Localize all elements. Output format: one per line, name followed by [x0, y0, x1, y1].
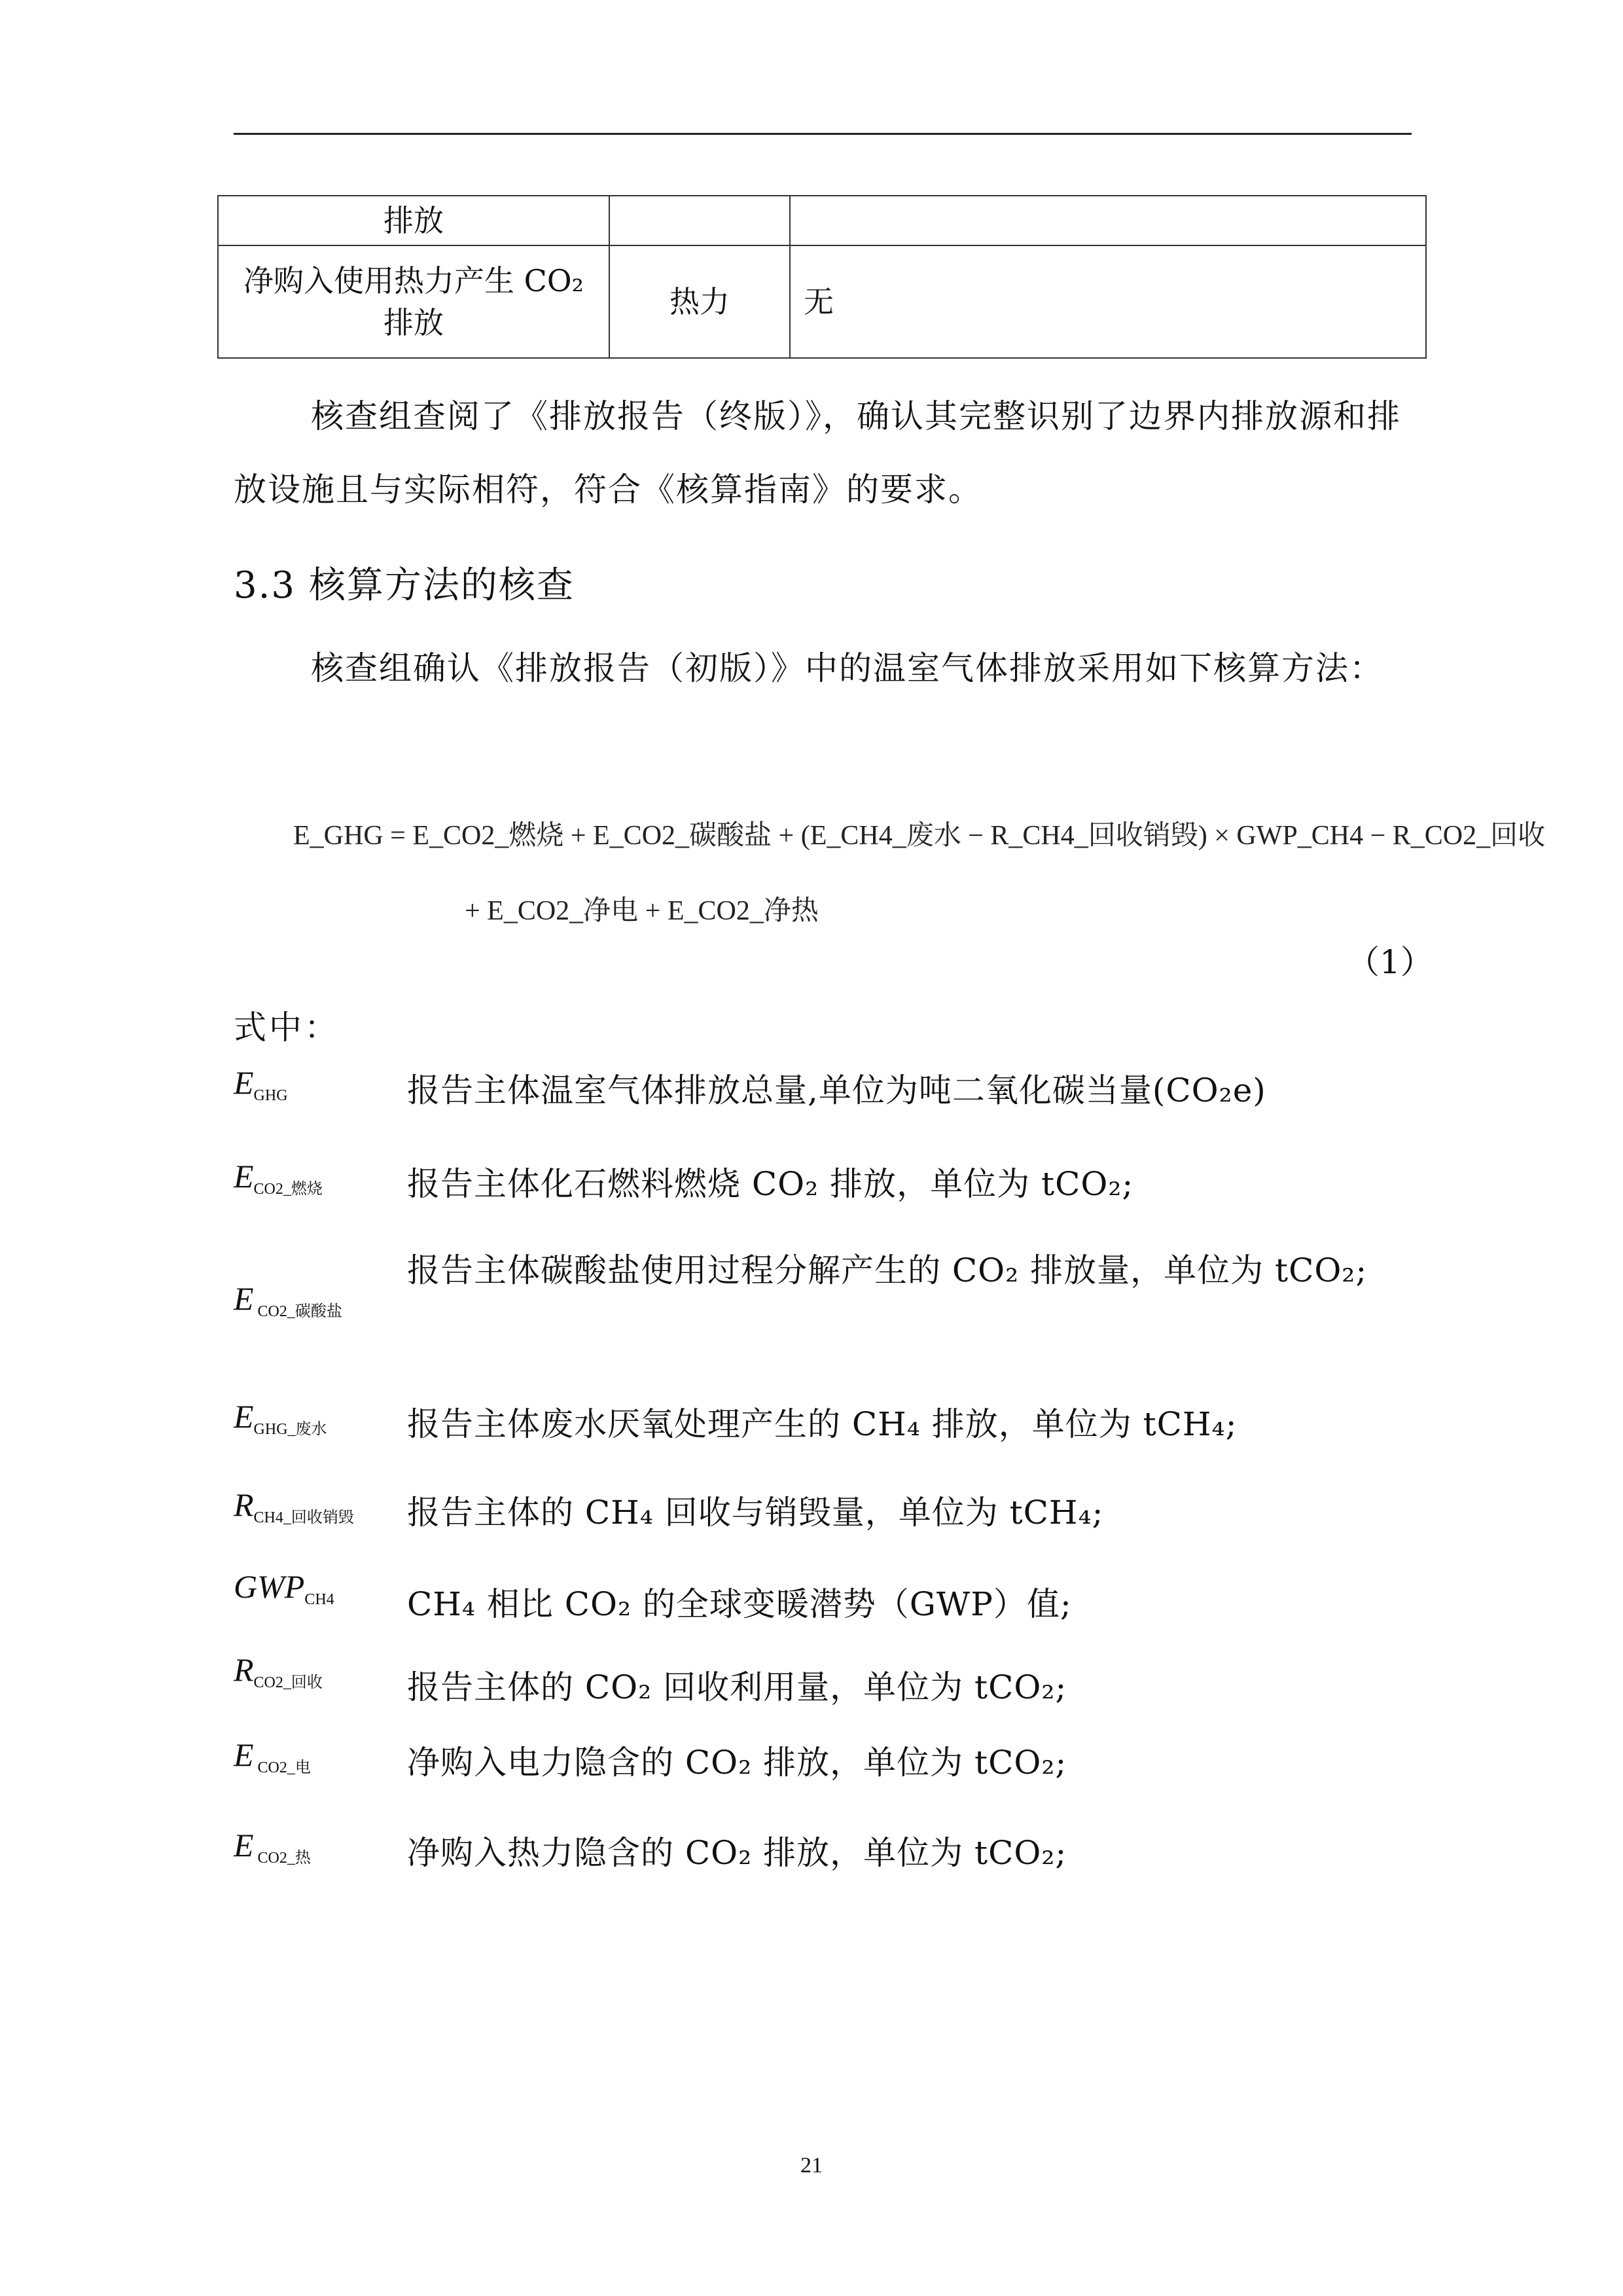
table-row — [218, 196, 1426, 245]
formula-line-2: + E_CO2_净电 + E_CO2_净热 — [465, 896, 819, 926]
definition-e-co2-electricity: 净购入电力隐含的 CO₂ 排放，单位为 tCO₂; — [407, 1744, 1067, 1782]
page-number: 21 — [800, 2153, 823, 2178]
emission-source-table — [217, 195, 1427, 359]
symbol-r-ch4-recovery: $R_{CH4\_回收销毁}$ — [234, 1486, 354, 1526]
header-rule — [234, 133, 1412, 135]
symbol-e-ghg: $E_{GHG}$ — [234, 1064, 288, 1104]
definition-gwp-ch4: CH₄ 相比 CO₂ 的全球变暖潜势（GWP）值; — [407, 1585, 1072, 1623]
symbol-e-co2-carbonate: E $_{CO2\_碳酸盐}$ — [234, 1280, 342, 1320]
symbol-e-ghg-wastewater: $E_{GHG\_废水}$ — [234, 1398, 327, 1438]
where-label: 式中： — [234, 1009, 340, 1047]
formula-line-1: E_GHG = E_CO2_燃烧 + E_CO2_碳酸盐 + (E_CH4_废水 − R_CH4_回收销毁) × GWP_CH4 − R_CO2_回收 — [293, 821, 1546, 851]
equation-number: （1） — [1347, 943, 1433, 981]
definition-e-co2-combustion: 报告主体化石燃料燃烧 CO₂ 排放，单位为 tCO₂; — [407, 1165, 1134, 1203]
table-cell-source: 净购入使用热力产生 CO₂ 排放 — [218, 245, 609, 358]
definition-e-ghg-wastewater: 报告主体废水厌氧处理产生的 CH₄ 排放，单位为 tCH₄; — [407, 1405, 1238, 1443]
table-cell-note — [790, 196, 1426, 245]
symbol-e-co2-heat: E $_{CO2\_热}$ — [234, 1827, 311, 1867]
symbol-r-co2-recovery: $R_{CO2\_回收}$ — [234, 1651, 323, 1691]
symbol-gwp-ch4: $GWP_{CH4}$ — [234, 1568, 334, 1608]
table-cell-note: 无 — [790, 245, 1426, 358]
formula-equation — [288, 805, 1546, 936]
definition-r-co2-recovery: 报告主体的 CO₂ 回收利用量，单位为 tCO₂; — [407, 1668, 1067, 1706]
table-row — [218, 245, 1426, 358]
definition-e-co2-carbonate: 报告主体碳酸盐使用过程分解产生的 CO₂ 排放量，单位为 tCO₂; — [407, 1251, 1368, 1289]
definition-e-ghg: 报告主体温室气体排放总量,单位为吨二氧化碳当量(CO₂e) — [407, 1071, 1266, 1109]
paragraph-verification: 核查组查阅了《排放报告（终版）》，确认其完整识别了边界内排放源和排放设施且与实际相符，符合《核算指南》的要求。 — [234, 397, 1401, 509]
symbol-e-co2-combustion: $E_{CO2\_燃烧}$ — [234, 1158, 323, 1198]
definition-e-co2-heat: 净购入热力隐含的 CO₂ 排放，单位为 tCO₂; — [407, 1834, 1067, 1872]
paragraph-method: 核查组确认《排放报告（初版）》中的温室气体排放采用如下核算方法： — [311, 649, 1383, 687]
table-cell-source: 排放 — [218, 196, 609, 245]
table-cell-energy: 热力 — [609, 245, 790, 358]
definition-r-ch4-recovery: 报告主体的 CH₄ 回收与销毁量，单位为 tCH₄; — [407, 1494, 1104, 1532]
table-cell-energy — [609, 196, 790, 245]
section-heading: 3.3 核算方法的核查 — [234, 564, 575, 607]
symbol-e-co2-electricity: E $_{CO2\_电}$ — [234, 1736, 311, 1776]
